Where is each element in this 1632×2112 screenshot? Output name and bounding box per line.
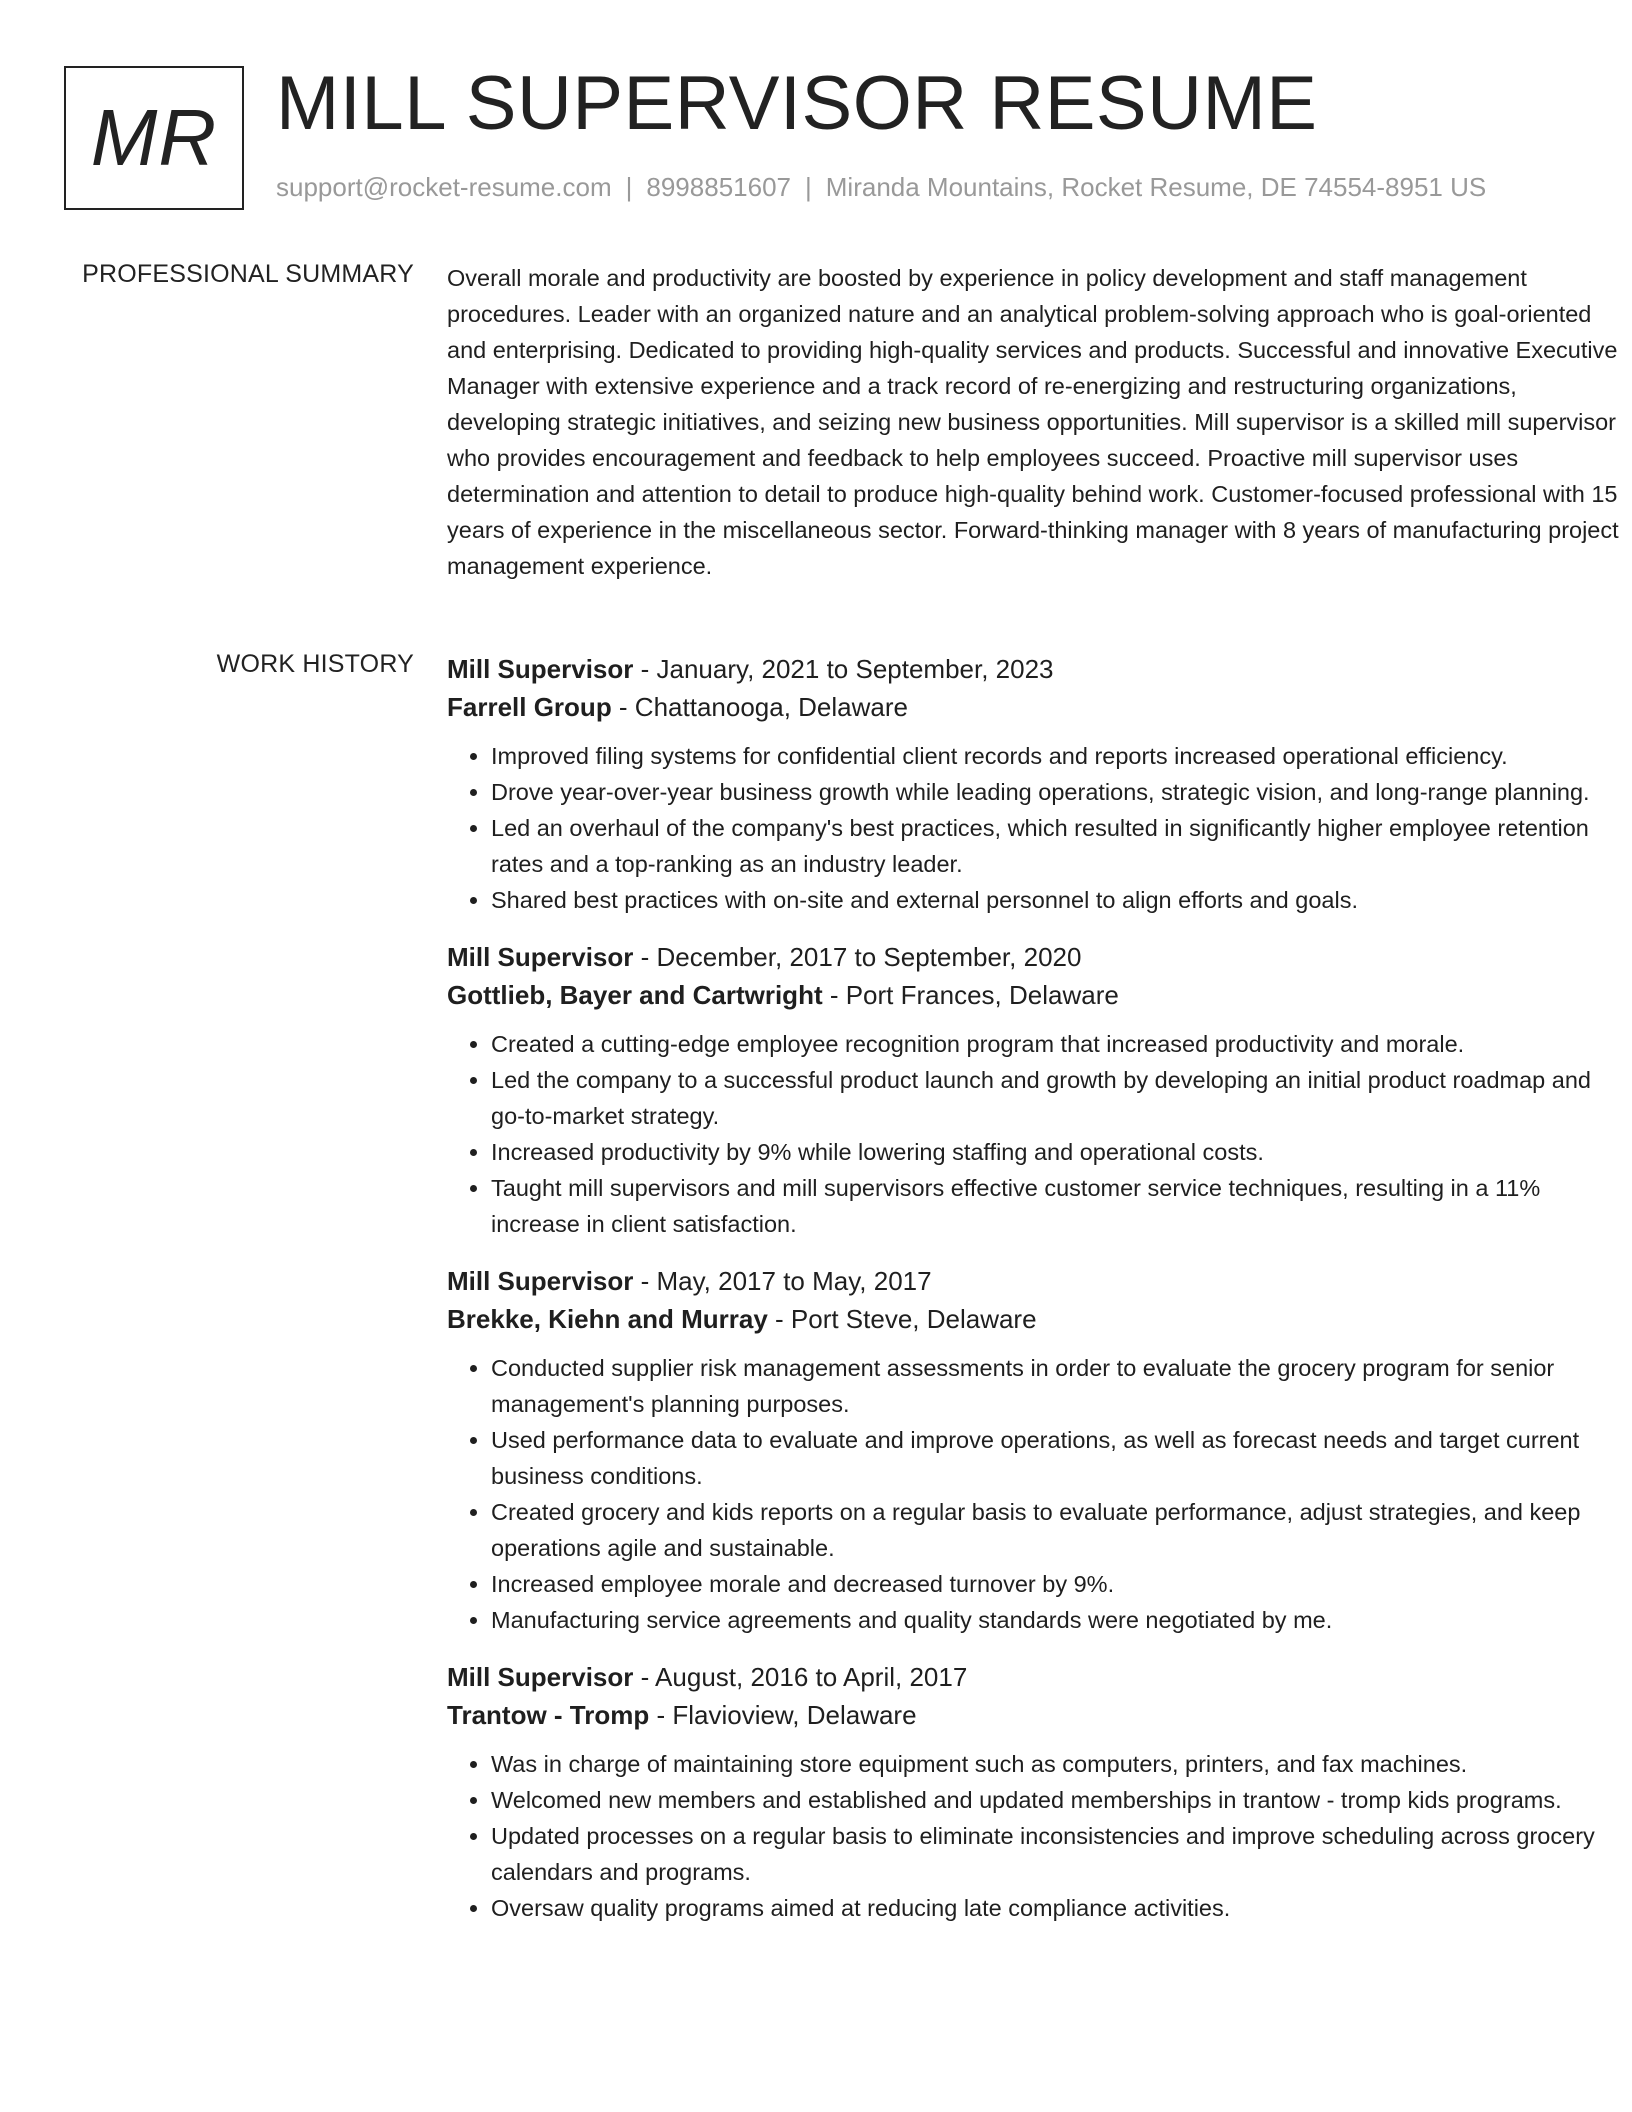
job-dates: - December, 2017 to September, 2020 xyxy=(633,942,1082,972)
job-title-line xyxy=(447,1262,1627,1300)
job-bullet: • Drove year-over-year business growth while leading operations, strategic vision, and long-range planning. xyxy=(491,774,1627,810)
section-label-work-history: WORK HISTORY xyxy=(216,650,414,678)
contact-line xyxy=(276,172,1486,203)
section-label-summary: PROFESSIONAL SUMMARY xyxy=(82,260,414,288)
page-title: MILL SUPERVISOR RESUME xyxy=(276,61,1318,146)
job-company: Trantow - Tromp xyxy=(447,1700,650,1730)
job-company: Farrell Group xyxy=(447,692,612,722)
job-company: Brekke, Kiehn and Murray xyxy=(447,1304,768,1334)
job-title-line xyxy=(447,938,1627,976)
job-title-line xyxy=(447,1658,1627,1696)
job-location: - Port Steve, Delaware xyxy=(767,1304,1037,1334)
job-entry xyxy=(447,938,1627,1242)
job-company: Gottlieb, Bayer and Cartwright xyxy=(447,980,823,1010)
job-title-line xyxy=(447,650,1627,688)
job-bullet: • Conducted supplier risk management assessments in order to evaluate the grocery program for senior management's planning purposes. xyxy=(491,1350,1627,1422)
contact-email: support@rocket-resume.com xyxy=(276,172,612,202)
job-bullets xyxy=(447,1026,1627,1242)
job-bullets xyxy=(447,1746,1627,1926)
contact-phone: 8998851607 xyxy=(646,172,791,202)
job-entry xyxy=(447,650,1627,918)
job-bullet: • Created grocery and kids reports on a regular basis to evaluate performance, adjust strategies, and keep operations agile and sustainable. xyxy=(491,1494,1627,1566)
job-dates: - May, 2017 to May, 2017 xyxy=(633,1266,932,1296)
monogram-logo: MR xyxy=(64,66,244,210)
job-bullet: • Increased employee morale and decreased turnover by 9%. xyxy=(491,1566,1627,1602)
job-bullet: • Led the company to a successful product launch and growth by developing an initial product roadmap and go-to-market strategy. xyxy=(491,1062,1627,1134)
job-role: Mill Supervisor xyxy=(447,1662,634,1692)
job-bullet: • Shared best practices with on-site and external personnel to align efforts and goals. xyxy=(491,882,1627,918)
job-location: - Flavioview, Delaware xyxy=(649,1700,917,1730)
contact-separator: | xyxy=(805,172,812,202)
job-location: - Port Frances, Delaware xyxy=(822,980,1119,1010)
contact-address: Miranda Mountains, Rocket Resume, DE 74554-8951 US xyxy=(825,172,1487,202)
job-entry xyxy=(447,1262,1627,1638)
job-role: Mill Supervisor xyxy=(447,942,634,972)
job-dates: - August, 2016 to April, 2017 xyxy=(633,1662,968,1692)
job-entry xyxy=(447,1658,1627,1926)
job-location: - Chattanooga, Delaware xyxy=(611,692,908,722)
job-bullet: • Manufacturing service agreements and quality standards were negotiated by me. xyxy=(491,1602,1627,1638)
summary-text: Overall morale and productivity are boosted by experience in policy development and staff management procedures. Leader with an organized nature and an analytical problem-solving approach who is goal-oriented and enterprising. Dedicated to providing high-quality services and products. Successful and innovative Executive Manager with extensive experience and a track record of re-energizing and restructuring organizations, developing strategic initiatives, and seizing new business opportunities. Mill supervisor is a skilled mill supervisor who provides encouragement and feedback to help employees succeed. Proactive mill supervisor uses determination and attention to detail to produce high-quality behind work. Customer-focused professional with 15 years of experience in the miscellaneous sector. Forward-thinking manager with 8 years of manufacturing project management experience. xyxy=(447,265,1619,579)
job-bullet: • Was in charge of maintaining store equipment such as computers, printers, and fax machines. xyxy=(491,1746,1627,1782)
job-bullet: • Used performance data to evaluate and improve operations, as well as forecast needs and target current business conditions. xyxy=(491,1422,1627,1494)
job-role: Mill Supervisor xyxy=(447,654,634,684)
job-bullet: • Welcomed new members and established and updated memberships in trantow - tromp kids programs. xyxy=(491,1782,1627,1818)
job-bullet: • Created a cutting-edge employee recognition program that increased productivity and morale. xyxy=(491,1026,1627,1062)
job-role: Mill Supervisor xyxy=(447,1266,634,1296)
contact-separator: | xyxy=(625,172,633,202)
resume-header xyxy=(64,61,1564,216)
job-dates: - January, 2021 to September, 2023 xyxy=(633,654,1054,684)
job-bullet: • Oversaw quality programs aimed at reducing late compliance activities. xyxy=(491,1890,1627,1926)
job-bullets xyxy=(447,1350,1627,1638)
job-company-line xyxy=(447,1696,1627,1734)
job-bullet: • Updated processes on a regular basis to eliminate inconsistencies and improve scheduling across grocery calendars and programs. xyxy=(491,1818,1627,1890)
job-company-line xyxy=(447,688,1627,726)
job-bullets xyxy=(447,738,1627,918)
job-bullet: • Taught mill supervisors and mill supervisors effective customer service techniques, resulting in a 11% increase in client satisfaction. xyxy=(491,1170,1627,1242)
job-bullet: • Increased productivity by 9% while lowering staffing and operational costs. xyxy=(491,1134,1627,1170)
job-company-line xyxy=(447,976,1627,1014)
job-company-line xyxy=(447,1300,1627,1338)
job-list xyxy=(447,650,1627,1946)
job-bullet: • Led an overhaul of the company's best practices, which resulted in significantly higher employee retention rates and a top-ranking as an industry leader. xyxy=(491,810,1627,882)
job-bullet: • Improved filing systems for confidential client records and reports increased operational efficiency. xyxy=(491,738,1627,774)
